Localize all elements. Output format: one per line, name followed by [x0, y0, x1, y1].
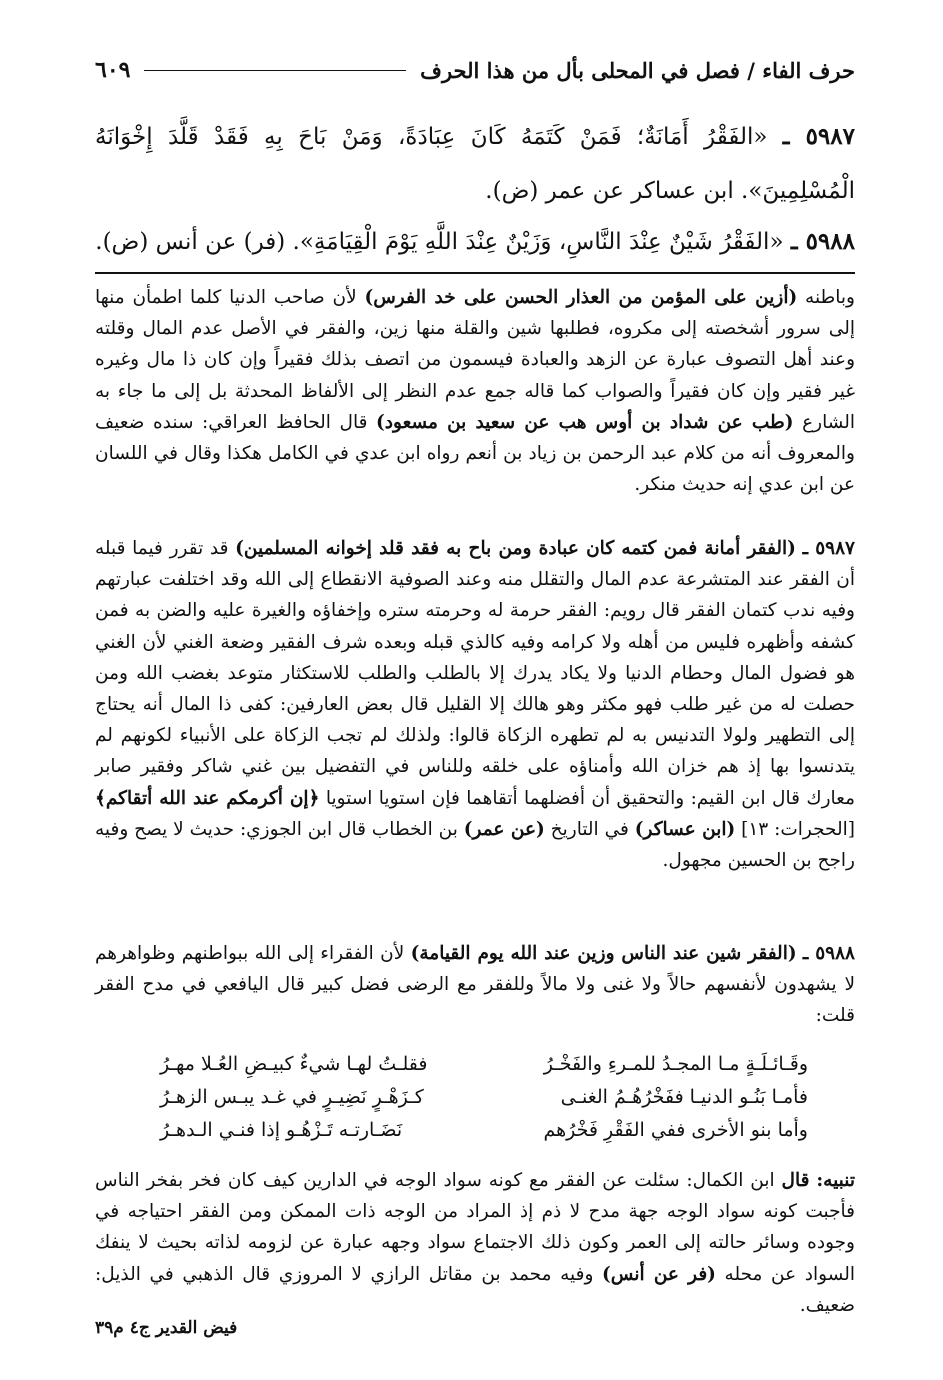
- poem-hemistich: فأمـا بَنُـو الدنيـا ففَخْرُهُـمُ الغنـى: [560, 1086, 808, 1108]
- hadith-number: ٥٩٨٧ ـ: [782, 123, 855, 150]
- signature-mark: فيض القدير ج٤ م٣٩: [95, 1318, 238, 1338]
- commentary-text: لأن الفقراء إلى الله ببواطنهم وظواهرهم لا يشهدون لأنفسهم حالاً ولا غنى ولا مالاً وللفقر مع الرضى فضل كبير قال اليافعي في مدح الفقر قلت:: [95, 943, 855, 1027]
- hadith-text: «الفَقْرُ شَيْنٌ عِنْدَ النَّاسِ، وَزَيْنٌ عِنْدَ اللَّهِ يَوْمَ الْقِيَامَةِ». (فر) عن أنس (ض).: [95, 229, 784, 255]
- hadith-5987: [95, 110, 855, 218]
- hadith-5988: [95, 215, 855, 269]
- header-rule: [144, 70, 406, 71]
- footnote-separator: [95, 272, 855, 274]
- commentary-paragraph-1: [95, 282, 855, 500]
- commentary-text: لأن صاحب الدنيا كلما اطمأن منها إلى سرور أشخصته إلى مكروه، فطلبها شين والقلة منها زين، والفقر في الأصل عدم المال وقلته وعند أهل التصوف عبارة عن الزهد والعبادة فيسمون من اتصف بذلك فقيراً وإن كان ذا مال وغيره غير فقير وإن كان فقيراً والصواب كما قاله جمع عدم النظر إلى الألفاظ المحدثة بل إلى ما جاء به الشارع: [95, 287, 855, 433]
- commentary-text: في التاريخ: [550, 818, 629, 840]
- commentary-text: بن الخطاب قال ابن الجوزي: حديث لا يصح وفيه راجح بن الحسين مجهول.: [95, 818, 855, 872]
- commentary-bold: (الفقر شين عند الناس وزين عند الله يوم القيامة): [410, 943, 797, 964]
- poem-verse: [160, 1114, 808, 1147]
- poem-hemistich: وقَـائـلَـةٍ مـا المجـدُ للمـرءِ والفَخْـرُ: [543, 1053, 808, 1075]
- poem-hemistich: فقلـتُ لهـا شيءٌ كبيـضِ العُـلا مهـرُ: [160, 1053, 428, 1075]
- commentary-number: ٥٩٨٨ ـ: [802, 943, 855, 964]
- commentary-bold: ﴿إن أكرمكم عند الله أتقاكم﴾: [95, 787, 320, 809]
- poem-verse: [160, 1048, 808, 1081]
- commentary-text: وباطنه: [805, 287, 855, 308]
- poem-hemistich: وأما بنو الأخرى ففي الفَقْرِ فَخْرُهم: [543, 1119, 808, 1141]
- commentary-text: قال الحافظ العراقي: سنده ضعيف والمعروف أنه من كلام عبد الرحمن بن زياد بن أنعم رواه ابن عدي في الكامل هكذا وقال في اللسان عن ابن عدي إنه حديث منكر.: [95, 411, 855, 496]
- commentary-text: ابن الكمال: سئلت عن الفقر مع كونه سواد الوجه في الدارين كيف كان فخر بفخر الناس فأجبت كونه سواد الوجه جهة مدح لا ذم إذ المراد من الوجه ذات الممكن ومن الفقر احتياجه في وجوده وسائر حالته إلى العمر وكون ذلك الاجتماع سواد وجهه عبارة عن لزومه لذاته بحيث لا ينفك السواد عن محله: [95, 1170, 856, 1285]
- commentary-bold: (طب عن شداد بن أوس هب عن سعيد بن مسعود): [376, 411, 794, 433]
- commentary-paragraph-4: [95, 1165, 855, 1321]
- poem-verse: [160, 1081, 808, 1114]
- commentary-paragraph-2: [95, 533, 855, 876]
- commentary-bold: (عن عمر): [463, 818, 545, 840]
- hadith-number: ٥٩٨٨ ـ: [790, 228, 855, 255]
- commentary-bold: (أزين على المؤمن من العذار الحسن على خد الفرس): [364, 287, 798, 308]
- commentary-number: ٥٩٨٧ ـ: [802, 538, 855, 559]
- commentary-bold: (فر عن أنس): [602, 1263, 716, 1285]
- commentary-text: وفيه محمد بن مقاتل الرازي لا المروزي قال الذهبي في الذيل: ضعيف.: [95, 1263, 855, 1316]
- commentary-paragraph-3: [95, 938, 855, 1032]
- commentary-bold: (الفقر أمانة فمن كتمه كان عبادة ومن باح به فقد قلد إخوانه المسلمين): [235, 538, 796, 559]
- commentary-text: قد تقرر فيما قبله أن الفقر عند المتشرعة عدم المال والتقلل منه وعند الصوفية الانقطاع إلى الله وقد اختلفت عبارتهم وفيه ندب كتمان الفقر قال رويم: الفقر حرمة له وحرمته ستره وإخفاؤه والغيرة عليه والضن به فمن كشفه وأظهره فليس من أهله ولا كرامه وفيه كالذي قبله وبعده شرف الفقير وضعة الغني لأن الغني هو فضول المال وحطام الدنيا ولا يكاد يدرك إلا بالطلب والطلب للاستكثار متوعد بغضب الله ومن حصلت له من غير طلب فهو مكثر وهو هالك إلا القليل قال بعض العارفين: كفى ذا المال أنه يحتاج إلى التطهير ولولا التدنيس به لم تطهره الزكاة قالوا: ولذلك لم تجب الزكاة على الأنبياء لكونهم لم يتدنسوا بها إذ هم خزان الله وأمناؤه على خلقه وللناس في التفضيل بين غني شاكر وفقير صابر معارك قال ابن القيم: والتحقيق أن أفضلهما أتقاهما فإن استويا استويا: [95, 538, 855, 809]
- poem-hemistich: كـزَهْـرٍ نَضِيـرٍ في غـد يبـس الزهـرُ: [160, 1086, 424, 1108]
- poem: [160, 1048, 808, 1147]
- page-header: [95, 50, 855, 90]
- header-title: حرف الفاء / فصل في المحلى بأل من هذا الحرف: [420, 57, 855, 83]
- page-number: ٦٠٩: [95, 57, 131, 83]
- commentary-bold: قال: [781, 1170, 810, 1191]
- commentary-text: [الحجرات: ١٣]: [741, 818, 855, 840]
- poem-hemistich: نَضَـارتـه تَـزْهُـو إذا فنـي الـدهـرُ: [160, 1119, 403, 1141]
- hadith-text: «الفَقْرُ أَمَانَةٌ؛ فَمَنْ كَتَمَهُ كَانَ عِبَادَةً، وَمَنْ بَاحَ بِهِ فَقَدْ قَلَّدَ إِخْوَانَهُ الْمُسْلِمِينَ». ابن عساكر عن عمر (ض).: [95, 124, 855, 204]
- commentary-bold: (ابن عساكر): [634, 818, 736, 840]
- commentary-bold: تنبيه:: [816, 1170, 855, 1191]
